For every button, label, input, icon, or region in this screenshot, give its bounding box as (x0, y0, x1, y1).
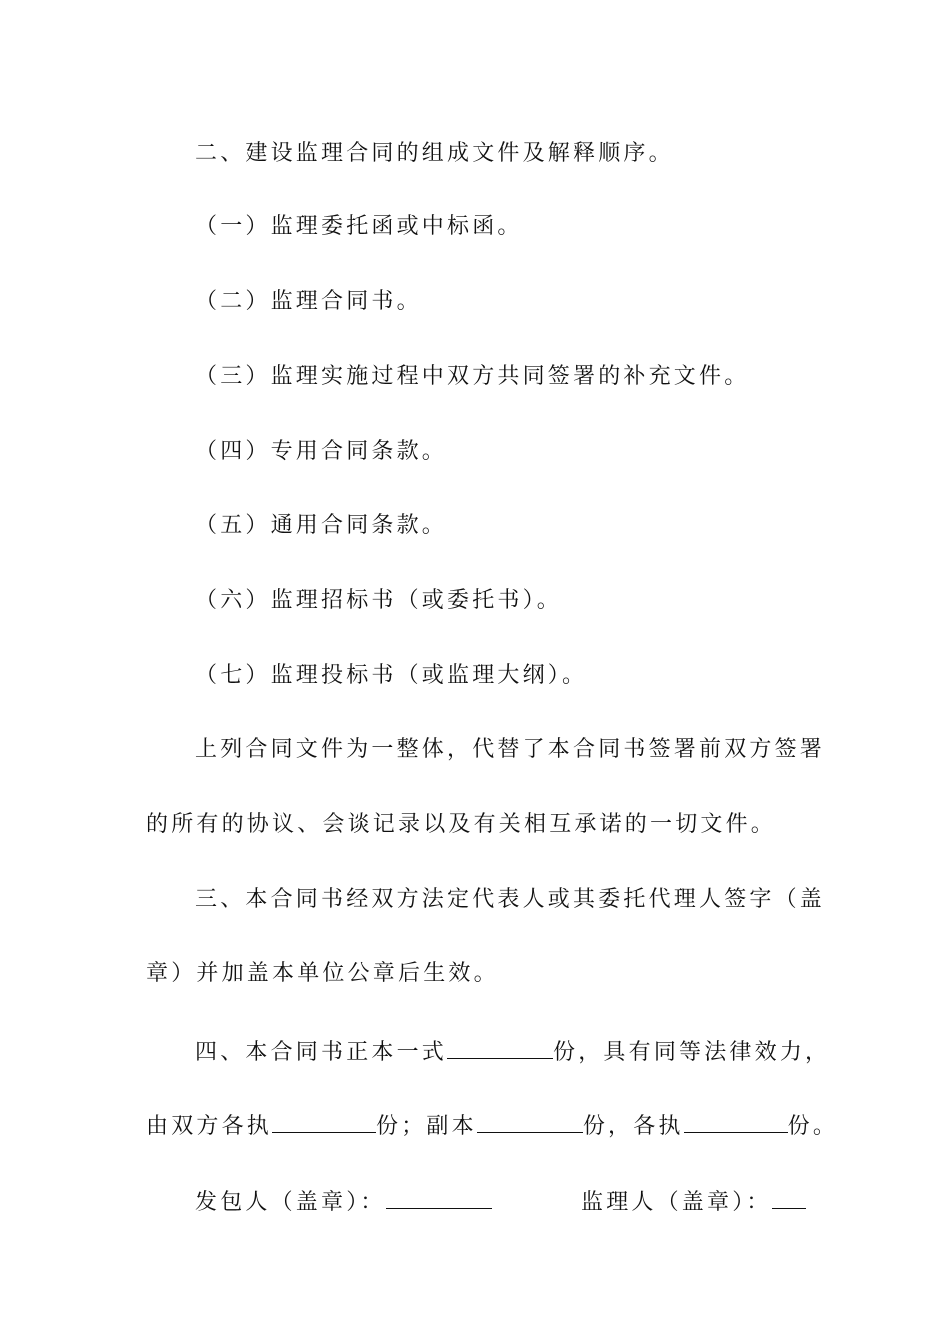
clause-2-heading: 二、建设监理合同的组成文件及解释顺序。 (195, 141, 674, 166)
clause-4-text-b: 份，具有同等法律效力， (553, 1040, 831, 1065)
clause-3-line-1: 三、本合同书经双方法定代表人或其委托代理人签字（盖 (195, 887, 826, 912)
document-item-1: （一）监理委托函或中标函。 (195, 214, 523, 239)
clause-4-text-f: 份。 (787, 1114, 839, 1139)
employer-signature (195, 1184, 492, 1218)
integration-paragraph-line-2: 的所有的协议、会谈记录以及有关相互承诺的一切文件。 (146, 812, 777, 837)
clause-4-text-c: 由双方各执 (146, 1114, 273, 1139)
duplicate-copies-blank[interactable] (477, 1108, 583, 1133)
clause-3-line-2: 章）并加盖本单位公章后生效。 (146, 961, 499, 986)
each-party-originals-blank[interactable] (272, 1108, 376, 1133)
original-copies-blank[interactable] (447, 1034, 553, 1059)
employer-seal-blank[interactable] (386, 1184, 492, 1209)
document-item-7: （七）监理投标书（或监理大纲）。 (195, 663, 588, 688)
clause-4-text-a: 四、本合同书正本一式 (195, 1040, 448, 1065)
clause-4-line-1 (195, 1034, 830, 1068)
supervisor-label: 监理人（盖章）： (581, 1190, 772, 1215)
document-item-6: （六）监理招标书（或委托书）。 (195, 588, 563, 613)
employer-label: 发包人（盖章）： (195, 1190, 386, 1215)
clause-4-line-2 (146, 1108, 838, 1142)
supervisor-seal-blank[interactable] (772, 1184, 806, 1209)
document-item-3: （三）监理实施过程中双方共同签署的补充文件。 (195, 364, 750, 389)
clause-4-text-e: 份，各执 (582, 1114, 684, 1139)
integration-paragraph-line-1: 上列合同文件为一整体，代替了本合同书签署前双方签署 (195, 737, 826, 762)
document-item-4: （四）专用合同条款。 (195, 439, 448, 464)
supervisor-signature (581, 1184, 806, 1218)
each-party-duplicates-blank[interactable] (684, 1108, 788, 1133)
document-item-5: （五）通用合同条款。 (195, 513, 448, 538)
clause-4-text-d: 份；副本 (376, 1114, 477, 1139)
document-item-2: （二）监理合同书。 (195, 289, 422, 314)
